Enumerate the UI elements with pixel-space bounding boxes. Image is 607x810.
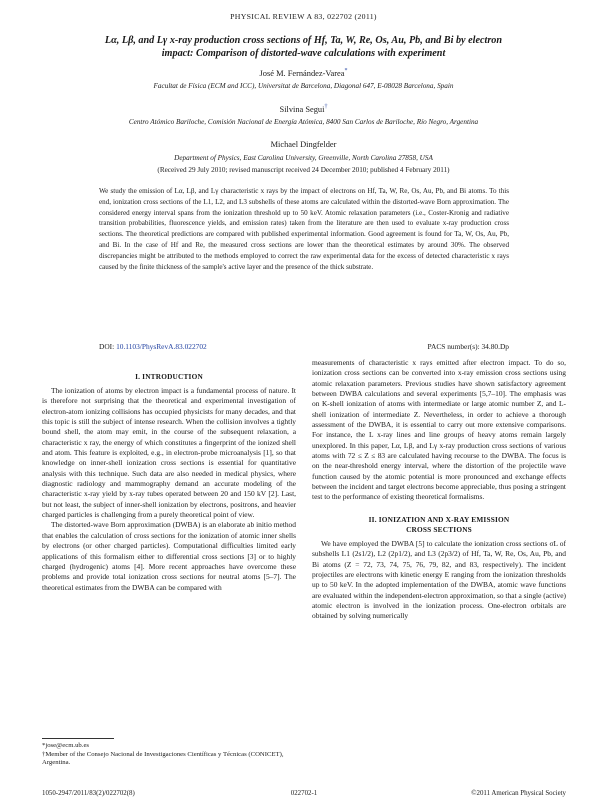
- section-2-heading-line-1: II. IONIZATION AND X-RAY EMISSION: [368, 514, 510, 524]
- footer-left: 1050-2947/2011/83(2)/022702(8): [42, 790, 135, 797]
- journal-header: PHYSICAL REVIEW A 83, 022702 (2011): [230, 12, 377, 21]
- footnote-member: †Member of the Consejo Nacional de Investigaciones Científicas y Técnicas (CONICET), Argentina.: [42, 750, 284, 767]
- received-dates: (Received 29 July 2010; revised manuscript received 24 December 2010; published 4 February 2011): [157, 166, 450, 174]
- doi-label: DOI:: [99, 342, 115, 351]
- author-1-mark[interactable]: *: [344, 68, 348, 74]
- section-2-heading-line-2: CROSS SECTIONS: [406, 524, 472, 534]
- left-column: [42, 372, 296, 593]
- title-line-2: impact: Comparison of distorted-wave calculations with experiment: [161, 48, 446, 59]
- section-2-paragraph-1: We have employed the DWBA [5] to calculate the ionization cross sections σL of subshells L1 (2s1/2), L2 (2p1/2), and L3 (2p3/2) of Hf, Ta, W, Re, Os, Au, Pb, and Bi atoms (Z = 72, 73, 74, 75, 76, 79, 82, and 83, respectively). The incident projectiles are electrons with kinetic energy E ranging from the ionization thresholds up to 50 keV. In the adopted implementation of the DWBA, atomic wave functions are evaluated within the independent-electron approximation, so that a single (active) atomic electron is involved in the ionization process. One-electron orbitals are obtained by solving numerically: [312, 538, 566, 621]
- right-paragraph-1: measurements of characteristic x rays emitted after electron impact. To do so, ionization cross sections can be converted into x-ray emission cross sections using atomic relaxation parameters. Previous studies have shown satisfactory agreement between DWBA calculations and several experiments [5,7–10]. The emphasis was on K-shell ionization of atoms with intermediate or large atomic number Z, and L-shell ionization of intermediate Z. Nevertheless, in order to achieve a thorough assessment of the DWBA, it is essential to carry out more extensive comparisons. For instance, the L x-ray lines and line groups of heavy atoms remain largely unexplored. In this paper, Lα, Lβ, and Lγ x-ray production cross sections of various atoms with 72 ≤ Z ≤ 83 are calculated having recourse to the DWBA. The focus is on the near-threshold energy interval, where the distortion of the projectile wave function caused by the atomic potential is more pronounced and exchange effects between the incident and target electrons become appreciable, thus posing a stringent test to the performance of existing theoretical formalisms.: [312, 358, 566, 502]
- page-footer: [42, 790, 566, 797]
- footer-page-number: 022702-1: [290, 790, 318, 797]
- author-2: [0, 104, 607, 114]
- author-1: [0, 68, 607, 78]
- intro-paragraph-1: The ionization of atoms by electron impact is a fundamental process of nature. It is therefore not surprising that the theoretical and experimental investigation of electron-atom ionizing collisions has occupied physicists for many decades, and that this topic is still the subject of intense research. When the collision involves a tightly bound shell, the atom may emit, in the course of the subsequent relaxation, a characteristic x ray, the energy of which constitutes a fingerprint of the ionized shell and atom. This feature is exploited, e.g., in electron-probe microanalysis [1], so that knowledge on inner-shell ionization cross sections is essential for quantitative analysis with this technique. Such data are also needed in medical physics, where diagnostic radiology and mammography demand an accurate modeling of the characteristic x-ray yield by x-ray tubes operated between 20 and 150 kV [2]. Last, but not least, the subject of inner-shell ionization by electrons, positrons, and heavier charged particles is challenging from a purely theoretical point of view.: [42, 386, 296, 520]
- footnote-rule: [42, 738, 114, 739]
- affiliation-1: Facultat de Física (ECM and ICC), Universitat de Barcelona, Diagonal 647, E-08028 Barcelona, Spain: [153, 82, 454, 90]
- footnotes: [42, 742, 296, 768]
- pacs-numbers: PACS number(s): 34.80.Dp: [427, 342, 509, 351]
- affiliation-3: Department of Physics, East Carolina University, Greenville, North Carolina 27858, USA: [174, 154, 433, 162]
- footer-copyright: ©2011 American Physical Society: [471, 790, 566, 797]
- footnote-email[interactable]: *jose@ecm.ub.es: [42, 742, 90, 749]
- author-2-mark[interactable]: †: [324, 104, 328, 110]
- section-1-heading: I. INTRODUCTION: [135, 372, 203, 381]
- doi-link[interactable]: 10.1103/PhysRevA.83.022702: [116, 342, 207, 351]
- paper-title: [60, 34, 547, 60]
- affiliation-2: Centro Atómico Bariloche, Comisión Nacional de Energía Atómica, 8400 San Carlos de Bariloche, Río Negro, Argentina: [128, 118, 479, 126]
- author-3: [0, 140, 607, 149]
- author-2-name: Silvina Segui: [279, 104, 325, 114]
- intro-paragraph-2: The distorted-wave Born approximation (DWBA) is an elaborate ab initio method that enables the calculation of cross sections for the ionization of atomic inner shells by electrons (or other charged particles). Computational difficulties limited early applications of this formalism either to differential cross sections [3] or to highly charged (hydrogenic) atoms [4]. More recent approaches have overcome these problems and provide total ionization cross sections for neutral atoms [5–7]. The theoretical estimates from the DWBA can be compared with: [42, 520, 296, 592]
- abstract: We study the emission of Lα, Lβ, and Lγ characteristic x rays by the impact of electrons on Hf, Ta, W, Re, Os, Au, Pb, and Bi atoms. To this end, ionization cross sections of the L1, L2, and L3 subshells of these atoms are calculated within the distorted-wave Born approximation. The considered energy interval spans from the ionization threshold up to 50 keV. Atomic relaxation parameters (i.e., Coster-Kronig and radiative transition probabilities, fluorescence yields, and emission rates) taken from the literature are then used to evaluate x-ray production cross sections. The theoretical predictions are compared with published experimental information. Good agreement is found for Ta, W, Os, Au, Pb, and Bi. In the case of Hf and Re, the measured cross sections are lower than the theoretical estimates by around 30%. The observed discrepancies might be attributed to the methods employed to correct the raw experimental data for the excess of detected characteristic x rays caused by the finite thickness of the sample's active layer and the presence of the thick substrate.: [99, 187, 509, 271]
- section-2-heading: [312, 515, 566, 535]
- author-3-name: Michael Dingfelder: [270, 140, 337, 149]
- right-column: [312, 358, 566, 622]
- author-1-name: José M. Fernández-Varea: [259, 68, 345, 78]
- title-line-1: Lα, Lβ, and Lγ x-ray production cross sections of Hf, Ta, W, Re, Os, Au, Pb, and Bi by electron: [104, 35, 503, 46]
- doi-line: [99, 342, 509, 351]
